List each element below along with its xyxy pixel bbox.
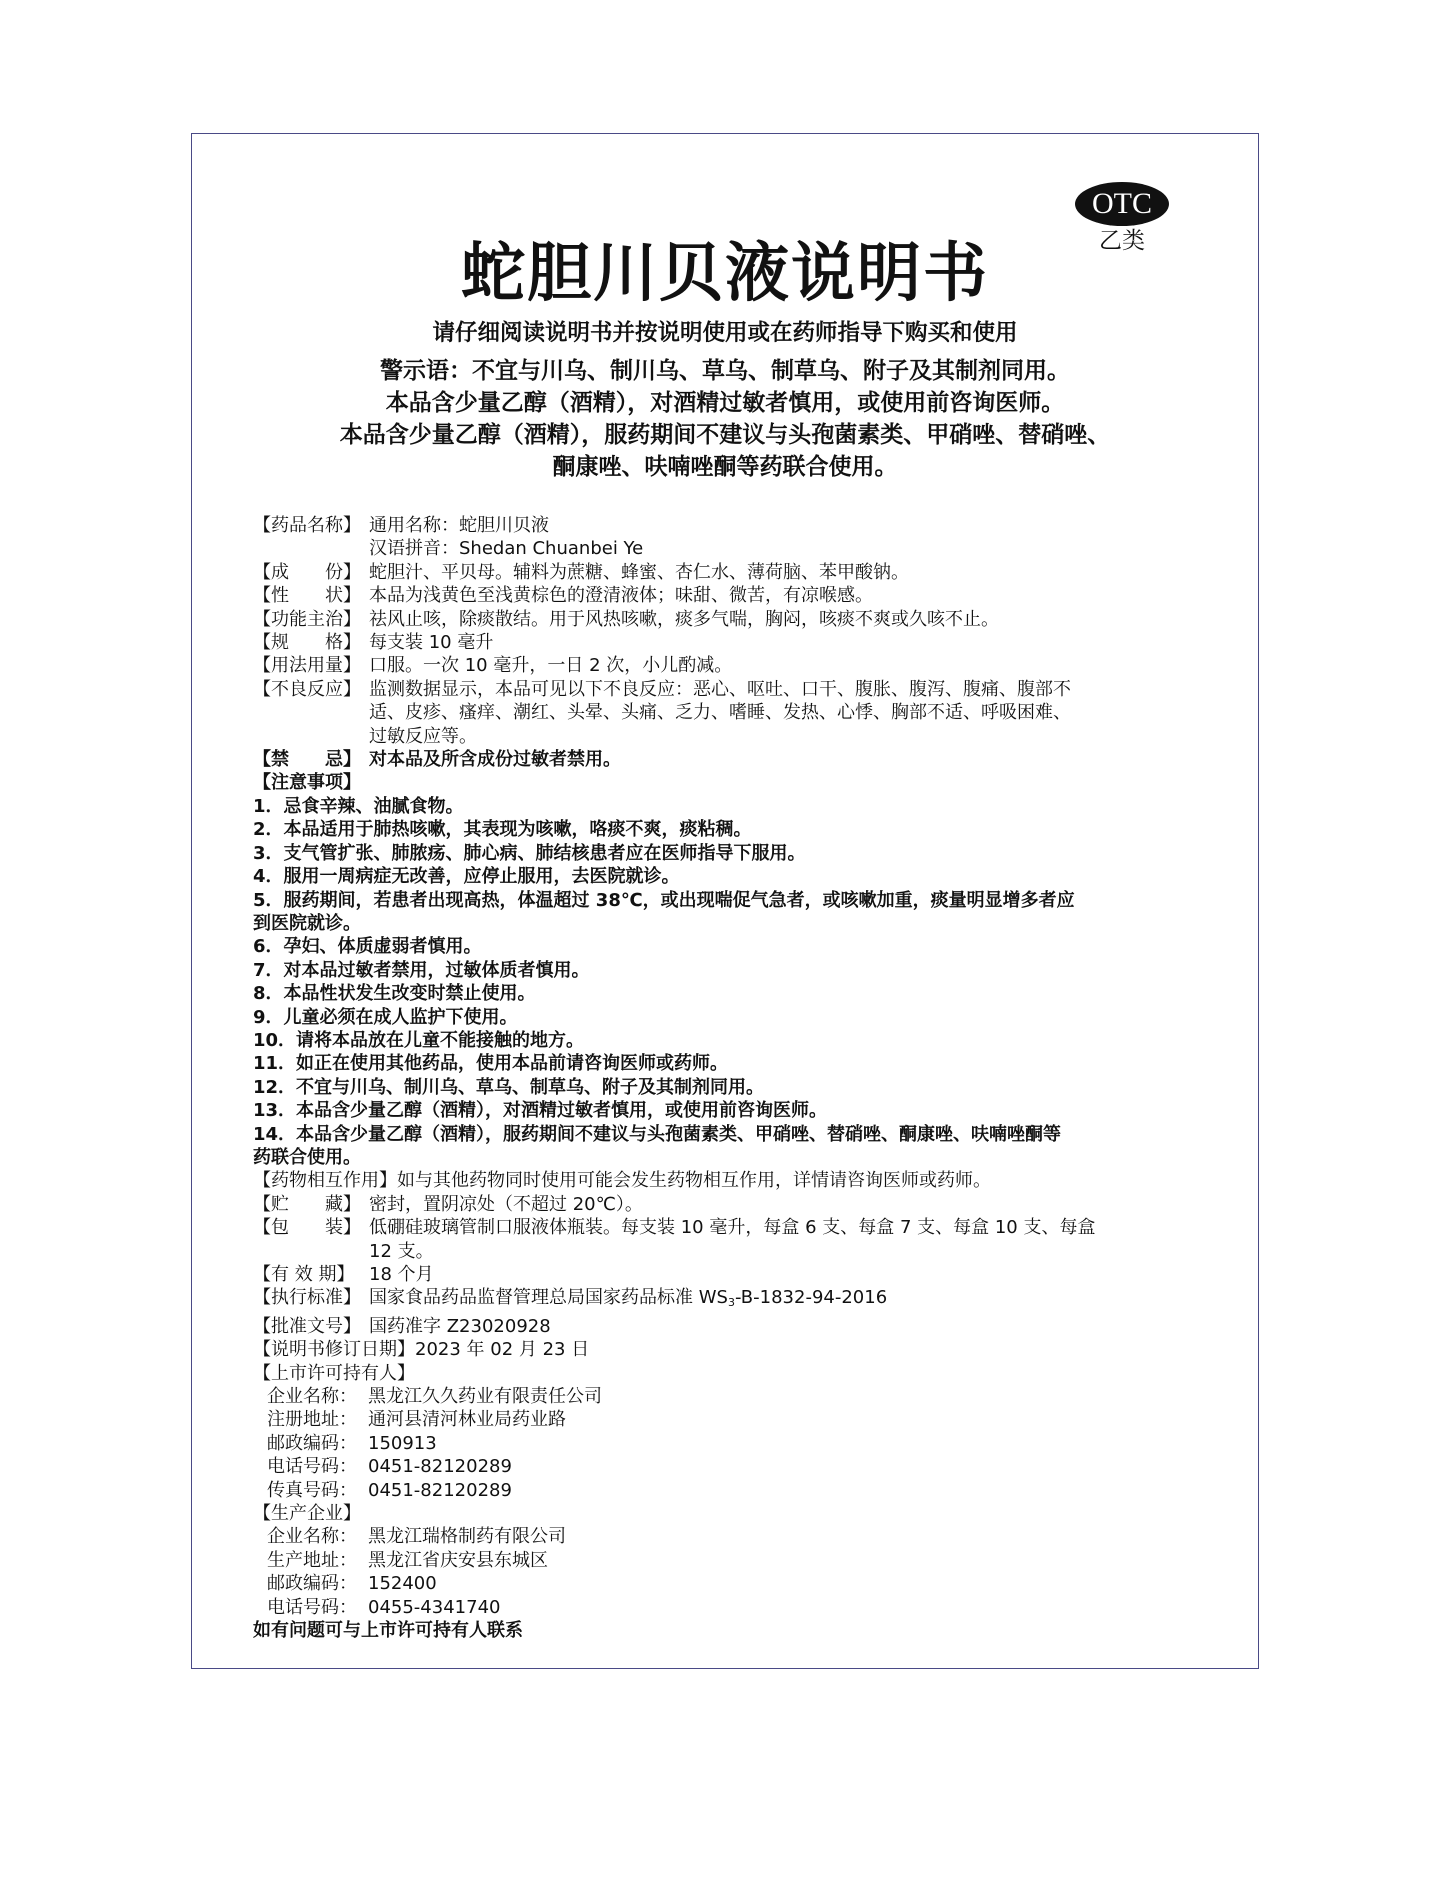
precaution-item: 12．不宜与川乌、制川乌、草乌、制草乌、附子及其制剂同用。 <box>253 1076 765 1098</box>
precaution-item: 11．如正在使用其他药品，使用本品前请咨询医师或药师。 <box>253 1053 729 1075</box>
manufacturer-info-row <box>253 1572 1203 1595</box>
section-label: 【上市许可持有人】 <box>253 1362 415 1384</box>
appearance-section <box>253 584 1203 607</box>
package-section <box>253 1216 1203 1239</box>
otc-label: OTC <box>1092 187 1152 220</box>
section-label: 【禁 忌】 <box>253 749 361 771</box>
validity-section <box>253 1263 1203 1286</box>
holder-info-row <box>253 1432 1203 1455</box>
precaution-item: 2．本品适用于肺热咳嗽，其表现为咳嗽，咯痰不爽，痰粘稠。 <box>253 819 752 841</box>
info-key: 电话号码： <box>267 1596 357 1618</box>
section-label: 【生产企业】 <box>253 1503 361 1525</box>
info-key: 注册地址： <box>267 1409 357 1431</box>
info-key: 电话号码： <box>267 1456 357 1478</box>
section-value: 祛风止咳，除痰散结。用于风热咳嗽，痰多气喘，胸闷，咳痰不爽或久咳不止。 <box>369 608 999 630</box>
section-label: 【贮 藏】 <box>253 1193 361 1215</box>
holder-info-row <box>253 1479 1203 1502</box>
section-label: 【功能主治】 <box>253 608 361 630</box>
warning-line: 酮康唑、呋喃唑酮等药联合使用。 <box>552 454 898 481</box>
contact-note: 如有问题可与上市许可持有人联系 <box>253 1620 523 1642</box>
section-value: 对本品及所含成份过敏者禁用。 <box>369 749 621 771</box>
info-key: 生产地址： <box>267 1549 357 1571</box>
section-value-continued: 适、皮疹、瘙痒、潮红、头晕、头痛、乏力、嗜睡、发热、心悸、胸部不适、呼吸困难、 <box>369 702 1071 724</box>
contraindications-section <box>253 748 1203 771</box>
section-value: 18 个月 <box>369 1264 434 1285</box>
info-value: 0455-4341740 <box>368 1596 501 1618</box>
info-value: 黑龙江瑞格制药有限公司 <box>368 1526 566 1548</box>
section-label: 【批准文号】 <box>253 1315 361 1337</box>
leaflet-frame <box>191 133 1259 1669</box>
precaution-item: 10．请将本品放在儿童不能接触的地方。 <box>253 1029 585 1051</box>
section-value: 低硼硅玻璃管制口服液体瓶装。每支装 10 毫升，每盒 6 支、每盒 7 支、每盒 10 支、每盒 <box>369 1217 1096 1239</box>
standard-suffix: -B-1832-94-2016 <box>734 1287 888 1309</box>
storage-section <box>253 1193 1203 1216</box>
section-value: 如与其他药物同时使用可能会发生药物相互作用，详情请咨询医师或药师。 <box>397 1170 991 1192</box>
precaution-item: 4．服用一周病症无改善，应停止服用，去医院就诊。 <box>253 866 680 888</box>
section-label: 【包 装】 <box>253 1217 361 1239</box>
warning-line: 本品含少量乙醇（酒精），对酒精过敏者慎用，或使用前咨询医师。 <box>385 390 1065 417</box>
manufacturer-info-row <box>253 1549 1203 1572</box>
precaution-item: 3．支气管扩张、肺脓疡、肺心病、肺结核患者应在医师指导下服用。 <box>253 842 806 864</box>
info-value: 通河县清河林业局药业路 <box>368 1409 566 1431</box>
reading-instruction: 请仔细阅读说明书并按说明使用或在药师指导下购买和使用 <box>432 320 1018 346</box>
info-key: 企业名称： <box>267 1526 357 1548</box>
holder-info-row <box>253 1455 1203 1478</box>
info-value: 150913 <box>368 1432 437 1454</box>
standard-subscript: 3 <box>727 1296 735 1310</box>
section-label: 【不良反应】 <box>253 678 361 700</box>
holder-info-row <box>253 1385 1203 1408</box>
precaution-item: 6．孕妇、体质虚弱者慎用。 <box>253 936 482 958</box>
manufacturer-info-row <box>253 1596 1203 1619</box>
section-label: 【成 份】 <box>253 561 361 583</box>
specification-section <box>253 631 1203 654</box>
section-value: 每支装 10 毫升 <box>369 632 494 654</box>
adverse-reactions-section <box>253 678 1203 701</box>
leaflet-body <box>253 514 1203 1643</box>
approval-section <box>253 1315 1203 1338</box>
warning-block <box>192 316 1258 484</box>
section-value: 密封，置阴凉处（不超过 20℃）。 <box>369 1193 643 1215</box>
precaution-item: 13．本品含少量乙醇（酒精），对酒精过敏者慎用，或使用前咨询医师。 <box>253 1100 828 1122</box>
standard-prefix: 国家食品药品监督管理总局国家药品标准 WS <box>369 1287 728 1309</box>
info-value: 152400 <box>368 1573 437 1595</box>
info-key: 邮政编码： <box>267 1573 357 1595</box>
section-label: 【执行标准】 <box>253 1287 361 1309</box>
drug-name-section <box>253 514 1203 537</box>
precaution-item: 8．本品性状发生改变时禁止使用。 <box>253 983 536 1005</box>
standard-section <box>253 1286 1203 1314</box>
precaution-item: 到医院就诊。 <box>253 912 361 934</box>
section-value-continued: 过敏反应等。 <box>369 725 477 747</box>
document-title: 蛇胆川贝液说明书 <box>461 237 989 311</box>
section-value: 国药准字 Z23020928 <box>369 1315 551 1337</box>
info-value: 0451-82120289 <box>368 1456 512 1478</box>
precaution-item: 药联合使用。 <box>253 1146 361 1168</box>
manufacturer-info-row <box>253 1525 1203 1548</box>
section-label: 【规 格】 <box>253 632 361 654</box>
section-label: 【性 状】 <box>253 585 361 607</box>
precaution-item: 9．儿童必须在成人监护下使用。 <box>253 1006 518 1028</box>
precaution-item: 14．本品含少量乙醇（酒精），服药期间不建议与头孢菌素类、甲硝唑、替硝唑、酮康唑、呋喃唑酮等 <box>253 1123 1062 1145</box>
section-value: 监测数据显示，本品可见以下不良反应：恶心、呕吐、口干、腹胀、腹泻、腹痛、腹部不 <box>369 678 1071 700</box>
precaution-item: 1．忌食辛辣、油腻食物。 <box>253 795 464 817</box>
holder-info-row <box>253 1408 1203 1431</box>
section-value: 蛇胆汁、平贝母。辅料为蔗糖、蜂蜜、杏仁水、薄荷脑、苯甲酸钠。 <box>369 561 909 583</box>
section-label: 【用法用量】 <box>253 655 361 677</box>
info-value: 黑龙江久久药业有限责任公司 <box>368 1386 602 1408</box>
warning-line: 本品含少量乙醇（酒精），服药期间不建议与头孢菌素类、甲硝唑、替硝唑、 <box>339 422 1111 449</box>
precautions-section <box>253 771 1203 1169</box>
section-value-continued: 12 支。 <box>369 1240 434 1262</box>
precaution-item: 5．服药期间，若患者出现高热，体温超过 38℃，或出现喘促气急者，或咳嗽加重，痰量明显增多者应 <box>253 889 1075 911</box>
section-value: 本品为浅黄色至浅黄棕色的澄清液体；味甜、微苦，有凉喉感。 <box>369 585 873 607</box>
section-value: 口服。一次 10 毫升，一日 2 次，小儿酌减。 <box>369 655 733 677</box>
info-value: 0451-82120289 <box>368 1479 512 1501</box>
precaution-item: 7．对本品过敏者禁用，过敏体质者慎用。 <box>253 959 590 981</box>
pinyin-name: 汉语拼音：Shedan Chuanbei Ye <box>369 538 644 560</box>
otc-badge <box>1075 182 1169 226</box>
section-value <box>369 1286 1203 1314</box>
section-label: 【说明书修订日期】 <box>253 1339 415 1361</box>
section-value: 2023 年 02 月 23 日 <box>415 1339 590 1361</box>
section-label: 【药品名称】 <box>253 515 361 536</box>
ingredients-section <box>253 561 1203 584</box>
section-label: 【有 效 期】 <box>253 1264 355 1285</box>
generic-name: 通用名称：蛇胆川贝液 <box>369 515 549 536</box>
interactions-section <box>253 1169 1203 1192</box>
info-key: 邮政编码： <box>267 1432 357 1454</box>
section-label: 【注意事项】 <box>253 772 361 794</box>
dosage-section <box>253 654 1203 677</box>
revision-date-section <box>253 1338 1203 1361</box>
indications-section <box>253 608 1203 631</box>
info-key: 企业名称： <box>267 1386 357 1408</box>
info-key: 传真号码： <box>267 1479 357 1501</box>
section-label: 【药物相互作用】 <box>253 1170 397 1192</box>
info-value: 黑龙江省庆安县东城区 <box>368 1549 548 1571</box>
otc-class-label: 乙类 <box>1099 228 1145 254</box>
warning-line: 警示语：不宜与川乌、制川乌、草乌、制草乌、附子及其制剂同用。 <box>380 357 1070 384</box>
